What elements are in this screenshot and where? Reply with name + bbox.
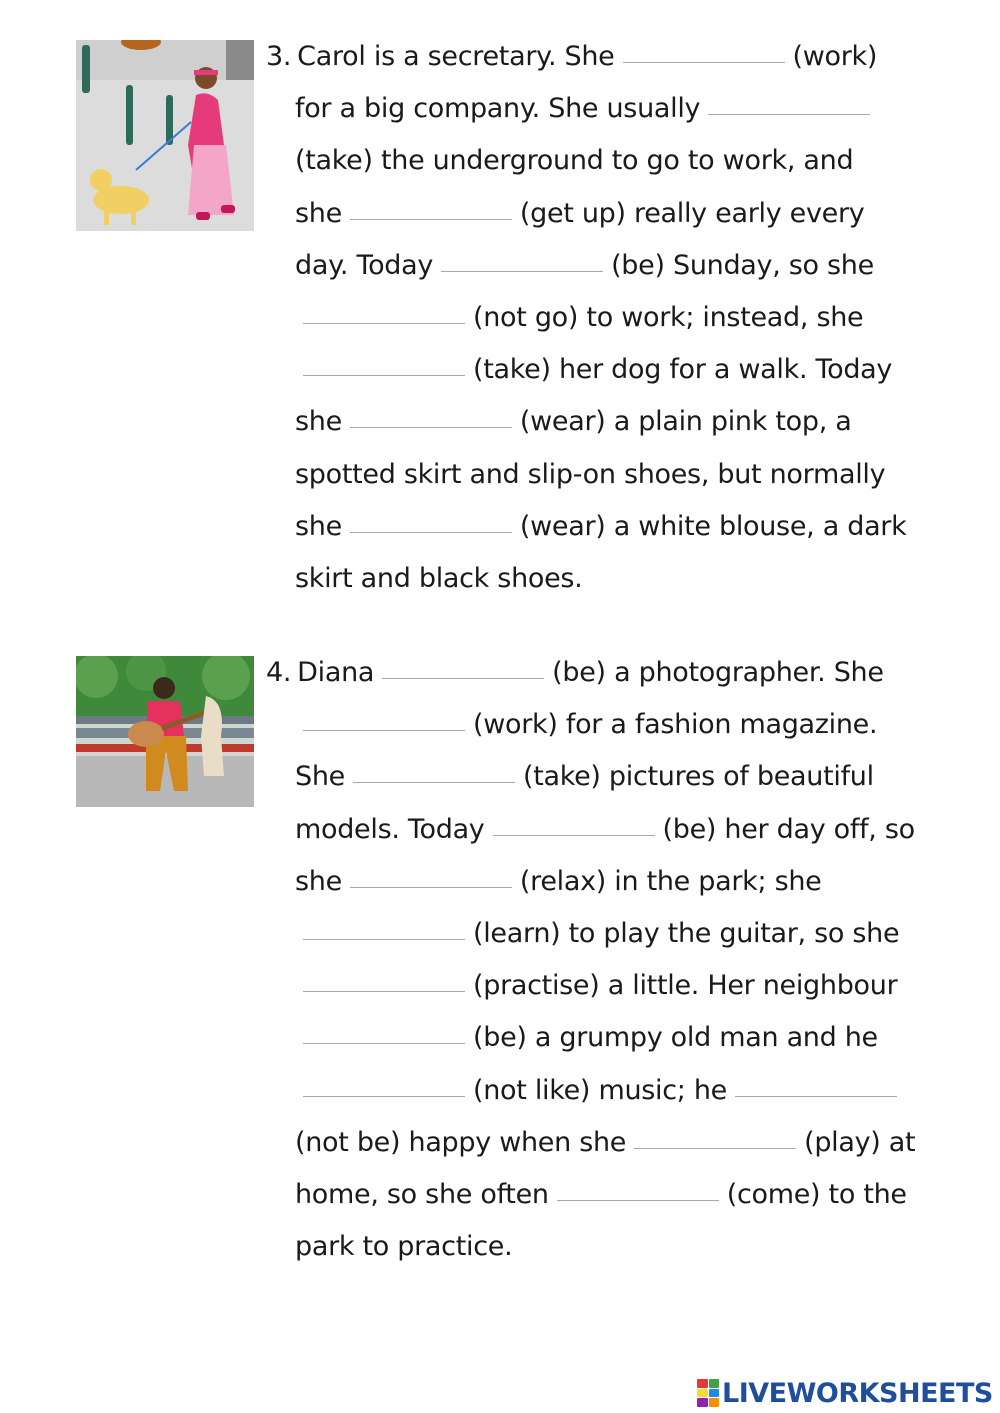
text-line — [266, 507, 966, 559]
answer-blank[interactable] — [350, 531, 512, 533]
answer-blank[interactable] — [350, 426, 512, 428]
sentence-text: (not go) to work; instead, she — [473, 301, 864, 333]
sentence-text: for a big company. She usually — [295, 93, 701, 125]
text-line — [266, 1018, 966, 1070]
sentence-text: (work) for a fashion magazine. — [473, 709, 878, 741]
answer-blank[interactable] — [557, 1199, 719, 1201]
text-line — [266, 298, 966, 350]
sentence-text: Carol is a secretary. She — [297, 41, 615, 72]
text-line — [266, 37, 966, 89]
answer-blank[interactable] — [708, 113, 870, 115]
answer-blank[interactable] — [735, 1095, 897, 1097]
exercise-4 — [266, 653, 966, 1279]
logo-tile — [697, 1398, 708, 1407]
logo-tile — [709, 1398, 720, 1407]
text-line — [266, 1175, 966, 1227]
sentence-text: (wear) a white blouse, a dark — [519, 510, 907, 542]
answer-blank[interactable] — [493, 834, 655, 836]
sentence-text: (play) at — [804, 1126, 916, 1158]
sentence-text: home, so she often — [295, 1178, 549, 1210]
text-line — [266, 141, 966, 193]
answer-blank[interactable] — [303, 374, 465, 376]
logo-tile — [697, 1379, 708, 1388]
exercise-number: 3. — [266, 41, 292, 72]
text-line — [266, 350, 966, 402]
logo-tile — [709, 1389, 720, 1398]
woman-playing-guitar-image — [76, 656, 254, 807]
text-line — [266, 705, 966, 757]
sentence-text: spotted skirt and slip-on shoes, but normally — [295, 458, 886, 490]
sentence-text: (relax) in the park; she — [519, 865, 822, 897]
text-line — [266, 966, 966, 1018]
answer-blank[interactable] — [303, 990, 465, 992]
sentence-text: park to practice. — [295, 1231, 513, 1263]
sentence-text: (get up) really early every — [519, 197, 865, 229]
text-line — [266, 455, 966, 507]
text-line — [266, 89, 966, 141]
logo-tile — [709, 1379, 720, 1388]
text-line — [266, 402, 966, 454]
text-line — [266, 914, 966, 966]
text-line — [266, 194, 966, 246]
sentence-text: (practise) a little. Her neighbour — [473, 970, 898, 1002]
sentence-text: (take) pictures of beautiful — [522, 761, 874, 793]
sentence-text: (take) the underground to go to work, and — [295, 145, 854, 177]
answer-blank[interactable] — [303, 1042, 465, 1044]
answer-blank[interactable] — [634, 1147, 796, 1149]
text-line — [266, 757, 966, 809]
exercise-number: 4. — [266, 657, 292, 688]
text-line — [266, 1227, 966, 1279]
sentence-text: she — [295, 510, 342, 542]
sentence-text: She — [295, 761, 345, 793]
sentence-text: (not like) music; he — [473, 1074, 727, 1106]
sentence-text: (wear) a plain pink top, a — [519, 406, 852, 438]
woman-walking-dog-image — [76, 40, 254, 231]
answer-blank[interactable] — [303, 729, 465, 731]
answer-blank[interactable] — [303, 1095, 465, 1097]
liveworksheets-icon — [697, 1379, 719, 1407]
text-line — [266, 1071, 966, 1123]
answer-blank[interactable] — [382, 677, 544, 679]
logo-tile — [697, 1389, 708, 1398]
sentence-text: (come) to the — [726, 1178, 907, 1210]
sentence-text: day. Today — [295, 249, 434, 281]
text-line — [266, 653, 966, 705]
answer-blank[interactable] — [350, 218, 512, 220]
text-line — [266, 246, 966, 298]
text-line — [266, 1123, 966, 1175]
sentence-text: she — [295, 406, 342, 438]
exercise-3 — [266, 37, 966, 611]
answer-blank[interactable] — [350, 886, 512, 888]
sentence-text: (be) Sunday, so she — [611, 249, 874, 281]
text-line — [266, 810, 966, 862]
sentence-text: (be) her day off, so — [662, 813, 915, 845]
sentence-text: skirt and black shoes. — [295, 562, 583, 594]
sentence-text: she — [295, 197, 342, 229]
text-line — [266, 559, 966, 611]
liveworksheets-logo — [697, 1376, 993, 1410]
answer-blank[interactable] — [303, 938, 465, 940]
sentence-text: (not be) happy when she — [295, 1126, 627, 1158]
sentence-text: she — [295, 865, 342, 897]
logo-text: LIVEWORKSHEETS — [722, 1377, 993, 1409]
answer-blank[interactable] — [623, 61, 785, 63]
sentence-text: (learn) to play the guitar, so she — [473, 917, 900, 949]
answer-blank[interactable] — [353, 781, 515, 783]
sentence-text: Diana — [297, 657, 375, 688]
sentence-text: (take) her dog for a walk. Today — [473, 354, 893, 386]
answer-blank[interactable] — [303, 322, 465, 324]
sentence-text: models. Today — [295, 813, 485, 845]
sentence-text: (be) a photographer. She — [552, 657, 884, 688]
answer-blank[interactable] — [441, 270, 603, 272]
sentence-text: (be) a grumpy old man and he — [473, 1022, 878, 1054]
text-line — [266, 862, 966, 914]
sentence-text: (work) — [792, 41, 878, 72]
